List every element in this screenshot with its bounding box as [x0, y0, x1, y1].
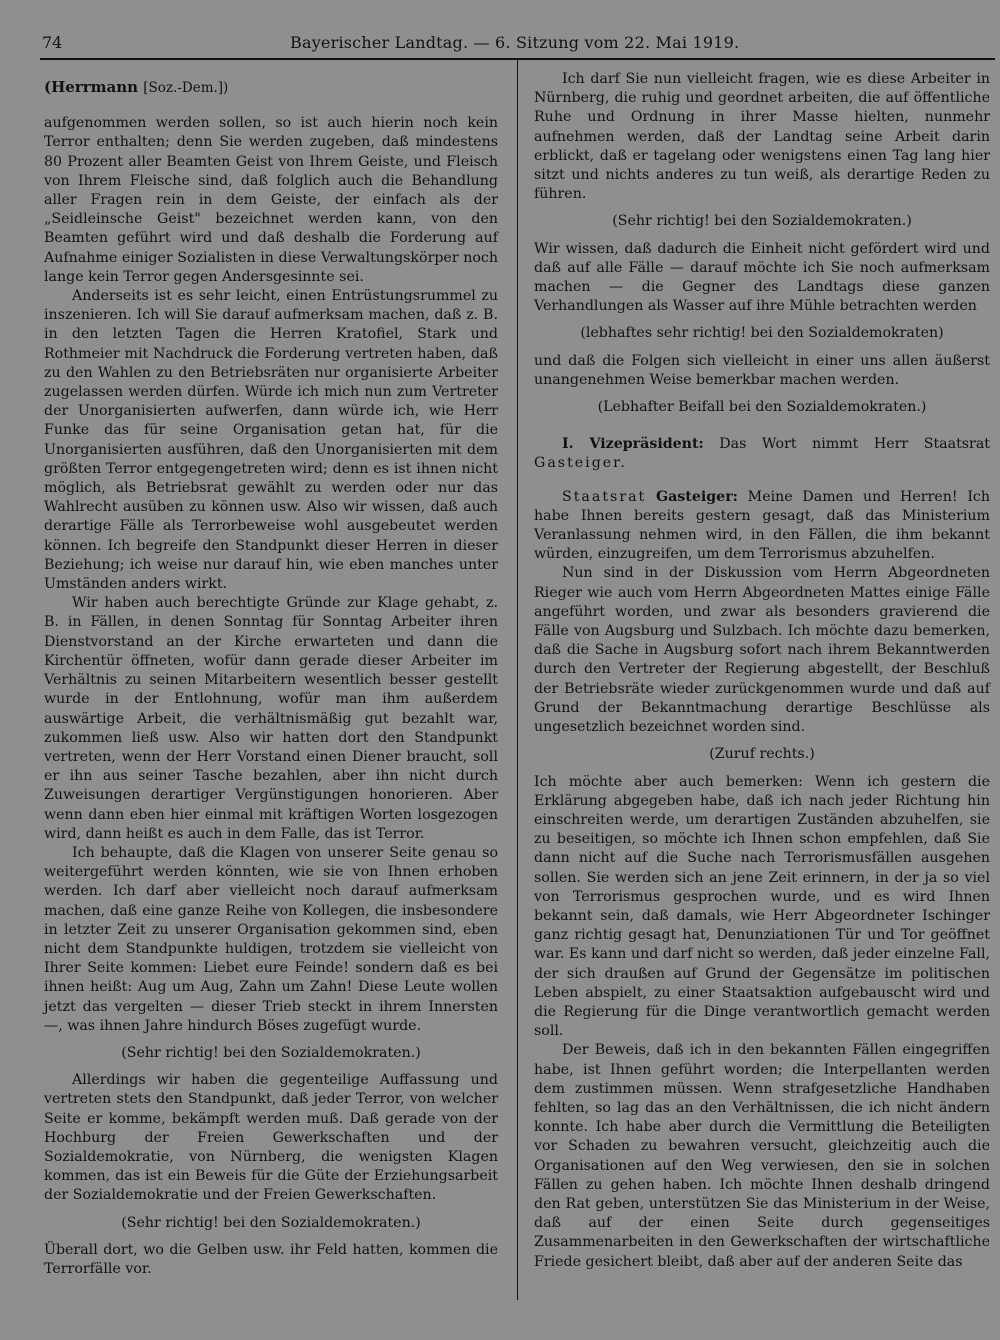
speaker-name: Herrmann [51, 78, 139, 96]
paragraph: Nun sind in der Diskussion vom Herrn Abgeordneten Rieger wie auch vom Herrn Abgeordneten Mattes einige Fälle angeführt worden, und zwar als besonders gravierend die Fälle von Augsburg und Sulzbach. Ich möchte dazu bemerken, daß die Sache in Augsburg sofort nach ihrem Bekanntwerden durch den Vertreter der Regierung abgestellt, der Beschluß der Betriebsräte wieder zurückgenommen wurde und daß auf Grund der Bekanntmachung derartige Beschlüsse als ungesetzlich bezeichnet worden sind. [534, 565, 990, 736]
vice-president-statement [534, 435, 990, 473]
speaker-title: Staatsrat [562, 488, 647, 505]
speaker-name: Gasteiger. [534, 455, 627, 472]
speaker-party: [Soz.-Dem.]) [143, 80, 229, 96]
paragraph: und daß die Folgen sich vielleicht in einer uns allen äußerst unangenehmen Weise bemerkbar machen werden. [534, 352, 990, 388]
vice-president-text: Das Wort nimmt Herr Staatsrat [719, 436, 990, 453]
interjection: (Zuruf rechts.) [709, 746, 815, 763]
speaker-name: Gasteiger: [656, 488, 738, 505]
paragraph: Anderseits ist es sehr leicht, einen Entrüstungsrummel zu inszenieren. Ich will Sie darauf aufmerksam machen, daß z. B. in den letzten Tagen die Herren Kratofiel, Stark und Rothmeier mit Nachdruck die Forderung vertreten haben, daß zu den Wahlen zu den Betriebsräten nur organisierte Arbeiter zugelassen werden dürfen. Würde ich mich nun zum Vertreter der Unorganisierten aufwerfen, dann würde ich, wie Herr Funke das für seine Organisation getan hat, für die Unorganisierten ausführen, daß den Unorganisierten mit dem größten Terror entgegengetreten wird; denn es ist ihnen nicht möglich, als Betriebsrat gewählt zu werden oder nur das Wahlrecht ausüben zu können usw. Also wir wissen, daß auch derartige Fälle als Terrorbeweise wohl ausgebeutet werden können. Ich begreife den Standpunkt dieser Herren in dieser Beziehung; ich weise nur darauf hin, wie eben manches unter Umständen anders wirkt. [44, 288, 498, 593]
paragraph: Ich behaupte, daß die Klagen von unserer Seite genau so weitergeführt werden könnten, wie sie von Ihnen erhoben werden. Ich darf aber vielleicht noch darauf aufmerksam machen, daß eine ganze Reihe von Kollegen, die insbesondere in letzter Zeit zu unserer Organisation gekommen sind, eben nicht dem Standpunkte huldigen, trotzdem sie vielleicht von Ihrer Seite kommen: Liebet eure Feinde! sondern daß es bei ihnen heißt: Aug um Aug, Zahn um Zahn! Diese Leute wollen jetzt das vergelten — dieser Trieb steckt in ihrem Innersten —, was ihnen Jahre hindurch Böses zugefügt wurde. [44, 844, 498, 1034]
right-column [534, 70, 990, 1272]
statement-text: Meine Damen und Herren! Ich habe Ihnen bereits gestern gesagt, daß das Ministerium Veranlassung nehmen wird, in den Fällen, die ihm bekannt würden, einzugreifen, um dem Terrorismus abzuhelfen. [534, 488, 991, 563]
paragraph: Ich darf Sie nun vielleicht fragen, wie es diese Arbeiter in Nürnberg, die ruhig und geordnet arbeiten, die auf öffentliche Ruhe und Ordnung in ihrer Masse hielten, nunmehr aufnehmen werden, daß der Landtag seine Arbeit darin erblickt, daß er tagelang oder wenigstens einen Tag lang hier sitzt und nichts anderes zu tun weiß, als derartige Reden zu führen. [534, 71, 990, 203]
interjection: (Lebhafter Beifall bei den Sozialdemokraten.) [597, 399, 927, 416]
speaker-open-paren: ( [44, 78, 52, 96]
paragraph: Wir wissen, daß dadurch die Einheit nicht gefördert wird und daß auf alle Fälle — darauf möchte ich Sie noch aufmerksam machen — die Gegner des Landtags diese ganzen Verhandlungen als Wasser auf ihre Mühle betrachten werden [534, 240, 990, 315]
vice-president-label: I. Vizepräsident: [562, 436, 704, 453]
speaker-tag [44, 78, 498, 98]
paragraph: Der Beweis, daß ich in den bekannten Fällen eingegriffen habe, ist Ihnen geführt worden; die Interpellanten werden dem zustimmen müssen. Wenn strafgesetzliche Handhaben fehlten, so lag das an den Verhältnissen, die ich nicht ändern konnte. Ich habe aber durch die Vermittlung die Beteiligten vor Schaden zu bewahren versucht, gleichzeitig auch die Organisationen auf den Weg verwiesen, den sie in solchen Fällen zu gehen haben. Ich möchte Ihnen deshalb dringend den Rat geben, unterstützen Sie das Ministerium in der Weise, daß auf der einen Seite durch gegenseitiges Zusammenarbeiten in den Gewerkschaften der wirtschaftliche Friede gesichert bleibt, daß aber auf der anderen Seite das [534, 1042, 990, 1270]
left-column [44, 70, 498, 1279]
running-head: Bayerischer Landtag. — 6. Sitzung vom 22. Mai 1919. [290, 33, 740, 52]
page-number: 74 [42, 33, 63, 52]
paragraph: Wir haben auch berechtigte Gründe zur Klage gehabt, z. B. in Fällen, in denen Sonntag für Sonntag Arbeiter ihren Dienstvorstand an der Kirche erwarteten und dann die Kirchentür öffneten, wofür dann gerade dieser Arbeiter im Verhältnis zu seinen Mitarbeitern wesentlich besser gestellt wurde in der Entlohnung, wofür man ihm außerdem auswärtige Arbeit, die verhältnismäßig gut bezahlt war, zukommen ließ usw. Also wir hatten dort den Standpunkt vertreten, wenn der Herr Vorstand einen Diener braucht, soll er ihn aus seiner Tasche bezahlen, aber ihn nicht durch Zuweisungen derartiger Vergünstigungen honorieren. Aber wenn dann eben hier einmal mit kräftigen Worten losgezogen wird, dann heißt es auch in dem Falle, das ist Terror. [44, 595, 498, 842]
interjection: (lebhaftes sehr richtig! bei den Sozialdemokraten) [580, 325, 944, 342]
interjection: (Sehr richtig! bei den Sozialdemokraten.) [121, 1214, 421, 1231]
paragraph: Allerdings wir haben die gegenteilige Auffassung und vertreten stets den Standpunkt, daß jeder Terror, von welcher Seite er komme, bekämpft werden muß. Daß gerade von der Hochburg der Freien Gewerkschaften und der Sozialdemokratie, von Nürnberg, die wenigsten Klagen kommen, das ist ein Beweis für die Güte der Erziehungsarbeit der Sozialdemokratie und der Freien Gewerkschaften. [44, 1072, 498, 1204]
paragraph: aufgenommen werden sollen, so ist auch hierin noch kein Terror enthalten; denn Sie werden zugeben, daß mindestens 80 Prozent aller Beamten Geist von Ihrem Geiste, und Fleisch von Ihrem Fleische sind, daß folglich auch die Behandlung aller Fragen rein in dem Geiste, der einfach als der „Seidleinsche Geist" bezeichnet werden kann, von den Beamten geführt wird und daß deshalb die Forderung auf Aufnahme einiger Sozialisten in diese Verwaltungskörper noch lange kein Terror gegen Andersgesinnte sei. [44, 115, 498, 285]
paragraph: Überall dort, wo die Gelben usw. ihr Feld hatten, kommen die Terrorfälle vor. [44, 1241, 498, 1277]
paragraph: Ich möchte aber auch bemerken: Wenn ich gestern die Erklärung abgegeben habe, daß ich nach jeder Richtung hin einschreiten werde, um derartigen Zuständen abzuhelfen, sie zu beseitigen, so möchte ich Ihnen schon empfehlen, daß Sie dann nicht auf die Suche nach Terrorismusfällen ausgehen sollen. Sie werden sich an jene Zeit erinnern, in der ja so viel von Terrorismus gesprochen wurde, und es wird Ihnen bekannt sein, daß damals, wie Herr Abgeordneter Ischinger ganz richtig gesagt hat, Denunziationen Tür und Tor geöffnet war. Es kann und darf nicht so werden, daß jeder einzelne Fall, der sich draußen auf Grund der Gegensätze im politischen Leben abspielt, zu einer Staatsaktion aufgebauscht wird und die Regierung für die Dinge verantwortlich gemacht werden soll. [534, 773, 990, 1040]
column-divider [517, 60, 518, 1300]
page-header [40, 30, 980, 56]
interjection: (Sehr richtig! bei den Sozialdemokraten.) [121, 1044, 421, 1061]
interjection: (Sehr richtig! bei den Sozialdemokraten.) [612, 213, 912, 230]
staatsrat-statement [534, 488, 990, 565]
